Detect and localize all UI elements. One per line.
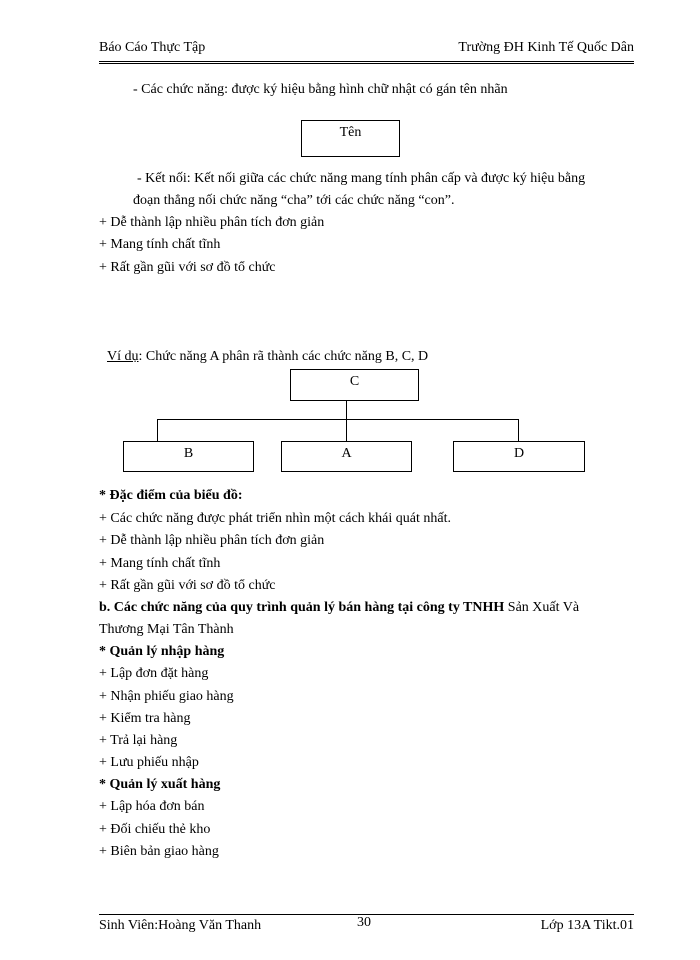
section-b-line2: Thương Mại Tân Thành [99,622,234,637]
diagram-node-child [123,441,254,472]
header-rule [99,61,634,64]
diagram-node-root [290,369,419,401]
import-item: + Lưu phiếu nhập [99,755,199,770]
export-item: + Đối chiếu thẻ kho [99,822,211,837]
features-item: + Rất gần gũi với sơ đồ tổ chức [99,578,276,593]
features-title: * Đặc điểm của biểu đồ: [99,488,243,503]
footer-right: Lớp 13A Tikt.01 [540,918,634,933]
diagram-node-label: B [183,446,194,461]
diagram-connector [346,401,347,441]
diagram-connector [157,419,158,441]
features-item: + Mang tính chất tĩnh [99,556,221,571]
diagram-node-label: C [349,374,360,389]
legend-box-label: Tên [339,125,362,140]
intro-bullet: + Dễ thành lập nhiều phân tích đơn giản [99,215,325,230]
example-text: : Chức năng A phân rã thành các chức năng B, C, D [138,349,429,364]
diagram-connector [157,419,519,420]
header-right: Trường ĐH Kinh Tế Quốc Dân [458,40,634,55]
diagram-node-child [281,441,412,472]
import-item: + Kiểm tra hàng [99,711,191,726]
intro-bullet: + Mang tính chất tĩnh [99,237,221,252]
footer-left: Sinh Viên:Hoàng Văn Thanh [99,918,262,933]
section-b-rest: Sản Xuất Và [504,600,580,615]
example-caption [107,349,428,365]
diagram-node-child [453,441,585,472]
intro-bullet: + Rất gần gũi với sơ đồ tổ chức [99,260,276,275]
page-number: 30 [357,915,371,930]
import-item: + Lập đơn đặt hàng [99,666,209,681]
connect-definition-line2: đoạn thẳng nối chức năng “cha” tới các chức năng “con”. [133,193,455,208]
diagram-connector [518,419,519,441]
export-item: + Biên bản giao hàng [99,844,219,859]
export-item: + Lập hóa đơn bán [99,799,205,814]
section-b-bold: b. Các chức năng của quy trình quản lý bán hàng tại công ty TNHH [99,600,505,615]
section-b-heading [99,600,579,616]
function-definition: - Các chức năng: được ký hiệu bằng hình chữ nhật có gán tên nhãn [133,82,508,97]
example-label: Ví dụ [107,349,139,364]
diagram-node-label: A [341,446,352,461]
features-item: + Dễ thành lập nhiều phân tích đơn giản [99,533,325,548]
export-title: * Quản lý xuất hàng [99,777,221,792]
diagram-node-label: D [513,446,525,461]
header-left: Báo Cáo Thực Tập [99,40,206,55]
features-item: + Các chức năng được phát triển nhìn một cách khái quát nhất. [99,511,451,526]
import-title: * Quản lý nhập hàng [99,644,225,659]
connect-definition-line1: - Kết nối: Kết nối giữa các chức năng mang tính phân cấp và được ký hiệu bằng [137,171,586,186]
legend-function-box [301,120,400,157]
import-item: + Nhận phiếu giao hàng [99,689,234,704]
import-item: + Trả lại hàng [99,733,178,748]
